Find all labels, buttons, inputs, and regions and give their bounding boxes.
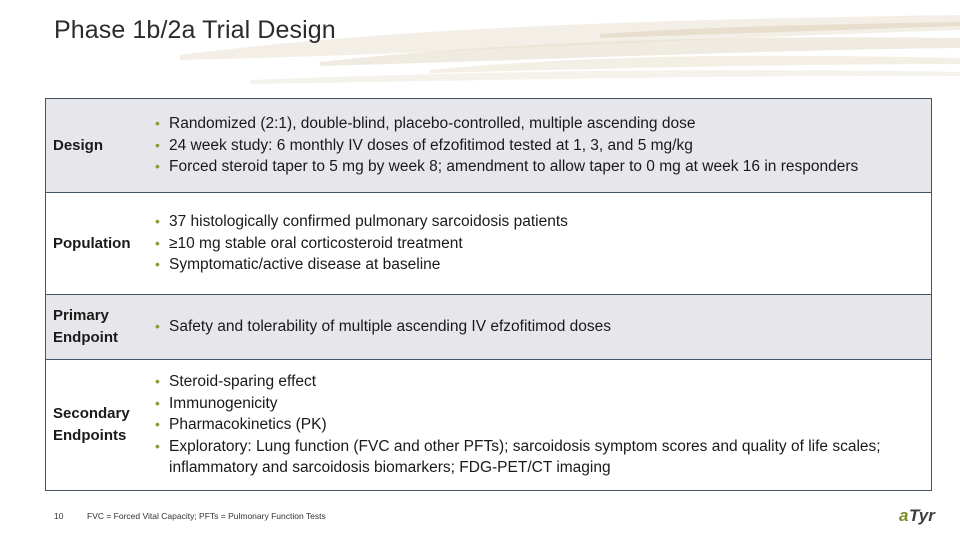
- bullet-icon: •: [155, 213, 160, 230]
- table-row-primary-endpoint: [46, 294, 931, 359]
- list-item: • Forced steroid taper to 5 mg by week 8; amendment to allow taper to 0 mg at week 16 in responders: [154, 156, 925, 178]
- svg-text:Tyr: Tyr: [909, 506, 935, 525]
- page-number: 10: [54, 511, 64, 521]
- list-item: • 37 histologically confirmed pulmonary sarcoidosis patients: [154, 211, 925, 233]
- bullet-icon: •: [155, 394, 160, 411]
- bullet-icon: •: [155, 115, 160, 132]
- table-row-population: [46, 192, 931, 294]
- list-item: • 24 week study: 6 monthly IV doses of efzofitimod tested at 1, 3, and 5 mg/kg: [154, 135, 925, 157]
- atyr-logo-icon: [898, 503, 940, 527]
- list-item: • Exploratory: Lung function (FVC and other PFTs); sarcoidosis symptom scores and quality of life scales; inflammatory and sarcoidosis biomarkers; FDG-PET/CT imaging: [155, 437, 881, 477]
- bullet-icon: •: [155, 437, 160, 454]
- list-item: • Steroid-sparing effect: [154, 371, 925, 393]
- bullet-icon: •: [155, 318, 160, 335]
- row-label: Primary Endpoint: [53, 307, 118, 346]
- svg-text:a: a: [899, 506, 909, 525]
- bullet-list: [144, 211, 931, 276]
- bullet-list: [144, 113, 931, 178]
- bullet-icon: •: [155, 416, 160, 433]
- list-item: • Immunogenicity: [154, 393, 925, 415]
- row-label: Population: [53, 234, 131, 252]
- bullet-icon: •: [155, 234, 160, 251]
- trial-design-table: [45, 98, 932, 491]
- header-swoosh-decoration: [0, 0, 960, 100]
- list-item: • ≥10 mg stable oral corticosteroid treatment: [154, 233, 925, 255]
- bullet-icon: •: [155, 158, 160, 175]
- bullet-list: [144, 371, 931, 479]
- list-item: • Randomized (2:1), double-blind, placebo-controlled, multiple ascending dose: [154, 113, 925, 135]
- page-title: Phase 1b/2a Trial Design: [54, 16, 336, 44]
- table-row-secondary-endpoints: [46, 359, 931, 490]
- list-item: • Safety and tolerability of multiple ascending IV efzofitimod doses: [154, 316, 925, 338]
- bullet-icon: •: [155, 373, 160, 390]
- list-item: • Pharmacokinetics (PK): [154, 414, 925, 436]
- bullet-icon: •: [155, 256, 160, 273]
- list-item: • Symptomatic/active disease at baseline: [154, 254, 925, 276]
- bullet-icon: •: [155, 136, 160, 153]
- row-label: Design: [53, 136, 104, 154]
- row-label: Secondary Endpoints: [53, 405, 130, 444]
- footnote: FVC = Forced Vital Capacity; PFTs = Pulmonary Function Tests: [87, 511, 326, 521]
- bullet-list: [144, 316, 931, 338]
- table-row-design: [46, 99, 931, 192]
